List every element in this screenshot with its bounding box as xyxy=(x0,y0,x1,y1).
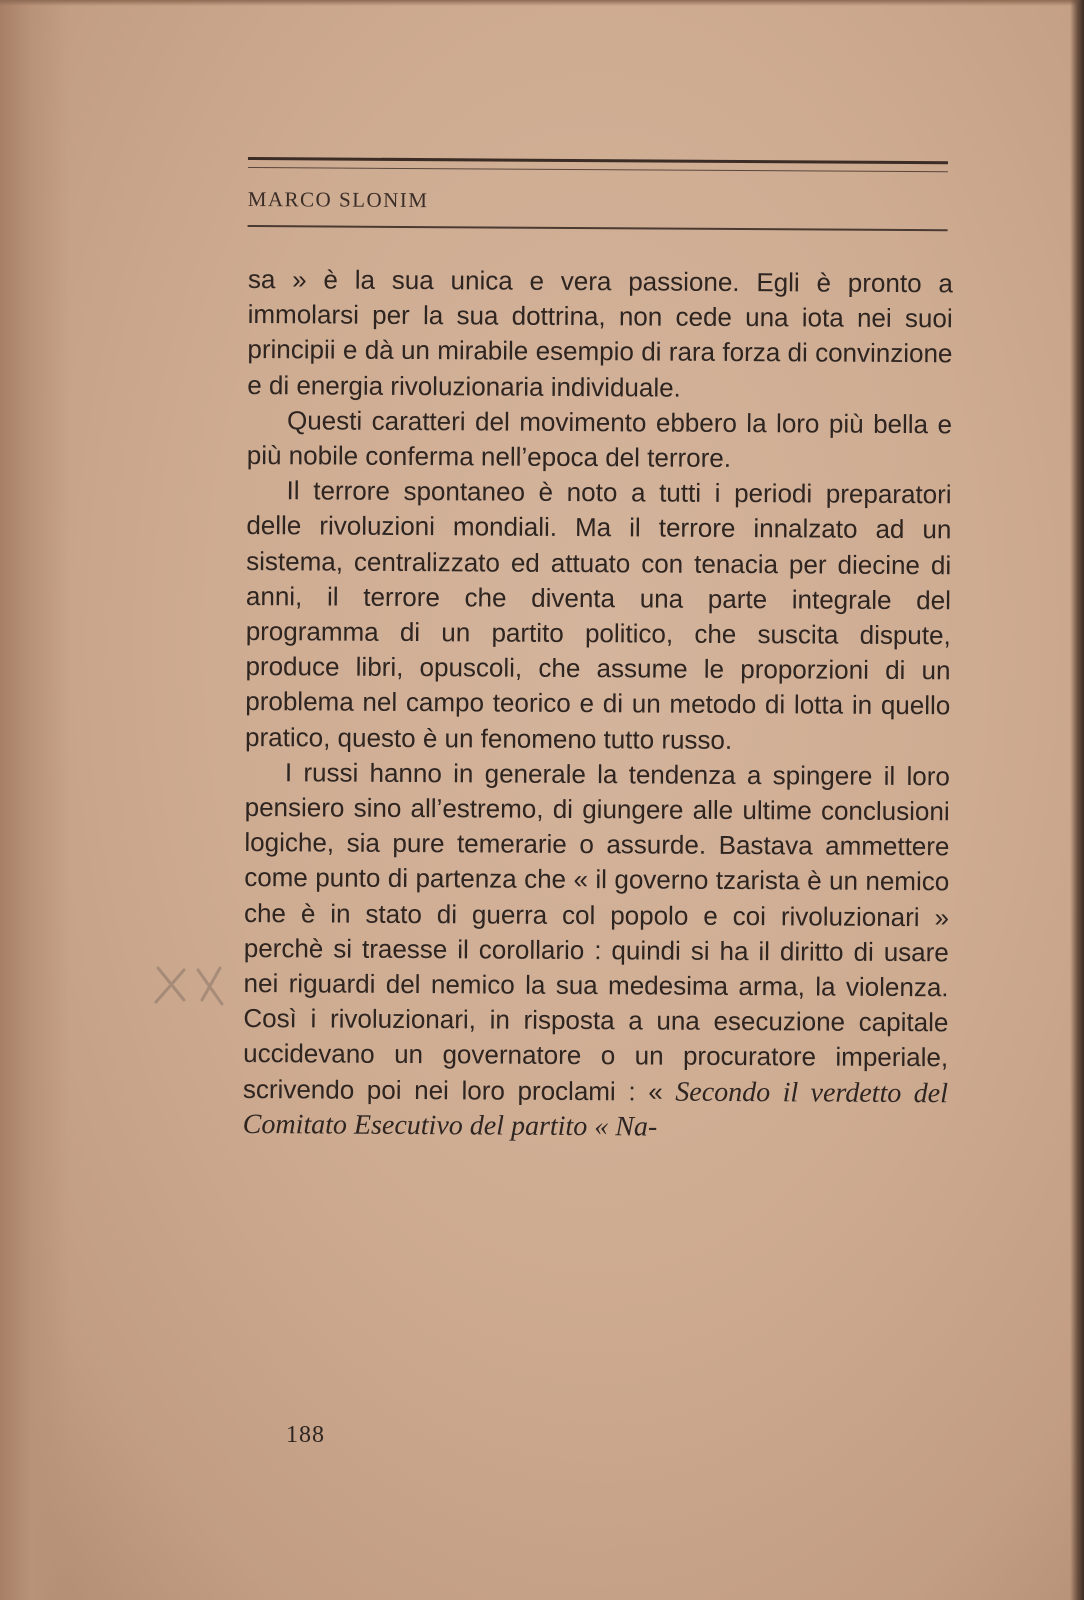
page-header xyxy=(247,155,948,249)
paragraph: Il terrore spontaneo è noto a tutti i periodi preparatori delle rivoluzioni mondiali. Ma il terrore innalzato ad un sistema, centralizzato ed attuato con tenacia per diecine di anni, il terrore che diventa una parte integrale del programma di un partito politico, che suscita dispute, produce libri, opuscoli, che assume le proporzioni di un problema nel campo teorico e di un metodo di lotta in quello pratico, questo è un fenomeno tutto russo. xyxy=(245,475,952,755)
running-head: MARCO SLONIM xyxy=(247,186,429,213)
paragraph-text: I russi hanno in generale la tendenza a spingere il loro pensiero sino all’estremo, di giungere alle ultime conclusioni logiche, sia pure temerarie o assurde. Bastava ammettere come punto di partenza che « il governo tzarista è un nemico che è in stato di guerra col popolo e coi rivoluzionari » perchè si traesse il corollario : quindi si ha il diritto di usare nei riguardi del nemico la sua medesima arma, la violenza. Così i rivoluzionari, in risposta a una esecuzione capitale uccidevano un governatore o un procuratore imperiale, scrivendo poi nei loro proclami : « xyxy=(242,757,950,1107)
pencil-margin-mark xyxy=(150,960,260,1020)
paragraph-continuation: sa » è la sua unica e vera passione. Egli è pronto a immolarsi per la sua dottrina, non cede una iota nei suoi principii e dà un mirabile esempio di rara forza di convinzione e di energia rivoluzionaria individuale. xyxy=(247,263,953,403)
paragraph: Questi caratteri del movimento ebbero la loro più bella e più nobile conferma nell’epoca del terrore. xyxy=(246,405,953,473)
header-rule xyxy=(248,225,948,231)
header-double-rule xyxy=(248,157,948,172)
page-top-edge xyxy=(0,0,1084,6)
italic-quote: Secondo il verdetto del Comitato Esecutivo del partito « Na- xyxy=(242,1076,949,1143)
body-text xyxy=(243,262,953,1146)
page-number: 188 xyxy=(286,1422,325,1448)
paragraph-last xyxy=(243,755,950,1147)
